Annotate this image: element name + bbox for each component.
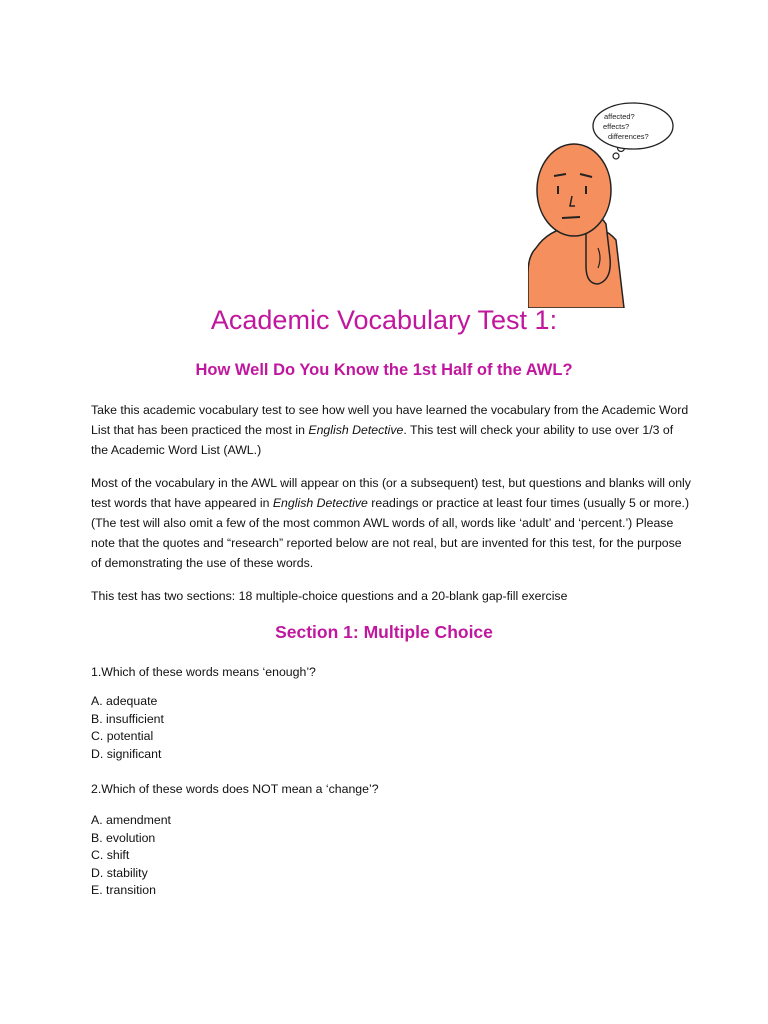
document-title: Academic Vocabulary Test 1: [210, 305, 558, 335]
intro-paragraph-3: This test has two sections: 18 multiple-choice questions and a 20-blank gap-fill exercise [91, 589, 568, 603]
intro-p2-text-end: readings or practice at least four times (usually 5 or more.) (The test will also omit a few of the most common AWL words of all, words like ‘adult’ and ‘percent.’) Please note that the quotes and “research” reported below are not real, but are invented for this test, for the purpose of demonstrating the use of these words. [91, 496, 690, 570]
option: A. adequate [91, 694, 158, 708]
question-2: 2.Which of these words does NOT mean a ‘change’? [91, 782, 379, 796]
option: B. insufficient [91, 711, 164, 726]
intro-p2-text: Most of the vocabulary in the AWL will appear on this (or a subsequent) test, but questions and blanks will only test words that have appeared in [91, 476, 691, 510]
thought-line-1: affected? [604, 112, 635, 121]
option: C. shift [91, 848, 130, 862]
thinking-person-illustration [528, 98, 676, 308]
option: E. transition [91, 883, 156, 897]
question-1-options [91, 693, 164, 763]
option: B. evolution [91, 830, 156, 845]
intro-p1-text-end: . This test will check your ability to use over 1/3 of the Academic Word List (AWL.) [91, 423, 674, 457]
section-1-title: Section 1: Multiple Choice [275, 622, 493, 642]
document-subtitle: How Well Do You Know the 1st Half of the AWL? [195, 361, 573, 379]
intro-p1-text: Take this academic vocabulary test to see how well you have learned the vocabulary from the Academic Word List that has been practiced the most in [91, 403, 689, 437]
intro-p2-italic: English Detective [272, 496, 368, 510]
option: C. potential [91, 729, 154, 743]
intro-paragraph-1 [91, 400, 691, 460]
option: A. amendment [91, 813, 171, 827]
thought-line-2: effects? [603, 122, 630, 131]
thought-line-3: differences? [608, 132, 649, 141]
option: D. significant [91, 746, 162, 761]
intro-p1-italic: English Detective [308, 423, 404, 437]
option: D. stability [91, 865, 148, 880]
question-2-options [91, 812, 171, 900]
intro-paragraph-2 [91, 473, 691, 573]
question-1: 1.Which of these words means ‘enough’? [91, 665, 316, 679]
